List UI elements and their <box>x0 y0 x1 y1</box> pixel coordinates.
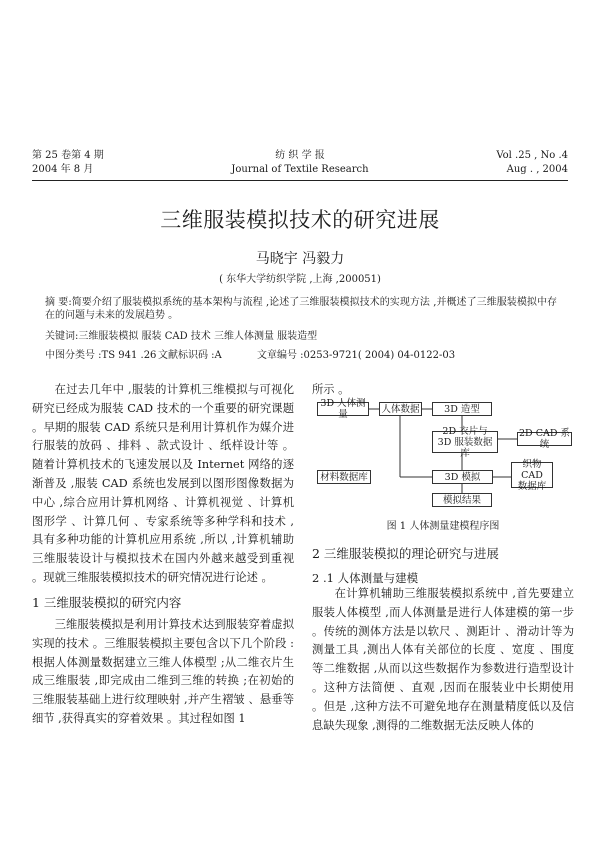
author-affiliation: ( 东华大学纺织学院 ,上海 ,200051) <box>219 274 381 285</box>
intro-paragraph: 在过去几年中 ,服装的计算机三维模拟与可视化研究已经成为服装 CAD 技术的一个重要的研究课题 。早期的服装 CAD 系统只是利用计算机作为媒介进行服装的放码 、排料 、款式设计 、纸样设计等 。随着计算机技术的飞速发展以及 Internet 网络的逐渐普及 ,服装 CAD 系统也发展到以图形图像数据为中心 ,综合应用计算机网络 、计算机视觉 、计算机图形学 、计算几何 、专家系统等多种学科和技术 ,具有多种功能的计算机应用系统 ,所以 ,计算机辅助三维服装设计与模拟技术在国内外越来越受到重视 。现就三维服装模拟技术的研究情况进行论述 。 <box>32 383 294 584</box>
box-2d-cad-system: 2D CAD 系统 <box>517 432 572 446</box>
section-1-heading: 1 三维服装模拟的研究内容 <box>32 595 182 610</box>
section-2-1-block <box>312 585 574 735</box>
section-1-paragraph: 三维服装模拟是利用计算技术达到服装穿着虚拟实现的技术 。三维服装模拟主要包含以下几个阶段 :根据人体测量数据建立三维人体模型 ;从二维衣片生成三维服装 ,即完成由二维到三维的转换 ;在初始的三维服装基础上进行纹理映射 ,并产生褶皱 、悬垂等细节 ,获得真实的穿着效果 。其过程如图 1 <box>32 618 294 725</box>
box-simulation-result: 模拟结果 <box>432 493 492 507</box>
figure-1-caption: 图 1 人体测量建模程序图 <box>386 521 500 532</box>
box-3d-body-scan: 3D 人体测量 <box>317 402 369 416</box>
abstract: 摘 要:简要介绍了服装模拟系统的基本架构与流程 ,论述了三维服装模拟技术的实现方法 ,并概述了三维服装模拟中存在的问题与未来的发展趋势 。 <box>45 297 557 321</box>
section-1-block <box>32 616 294 729</box>
keywords: 关键词:三维服装模拟 服装 CAD 技术 三维人体测量 服装造型 <box>45 331 318 342</box>
date-cn: 2004 年 8 月 <box>32 164 94 175</box>
box-body-data: 人体数据 <box>379 402 422 416</box>
journal-name-en: Journal of Textile Research <box>231 164 369 175</box>
box-2d-pattern-3d-garment-db: 2D 衣片与 3D 服装数据库 <box>432 431 498 453</box>
document-code: 文献标识码 :A <box>158 350 222 361</box>
box-material-database: 材料数据库 <box>317 470 371 484</box>
section-2-1-heading: 2 .1 人体测量与建模 <box>312 571 419 585</box>
box-fabric-cad-database: 织物 CAD 数据库 <box>511 462 553 488</box>
volume-issue-cn: 第 25 卷第 4 期 <box>32 150 104 161</box>
date-en: Aug . , 2004 <box>506 164 568 175</box>
section-2-heading: 2 三维服装模拟的理论研究与进展 <box>312 546 499 561</box>
journal-name-cn: 纺 织 学 报 <box>275 150 325 161</box>
intro-block <box>32 381 294 588</box>
section-2-1-paragraph: 在计算机辅助三维服装模拟系统中 ,首先要建立服装人体模型 ,而人体测量是进行人体建模的第一步 。传统的测体方法是以软尺 、测距计 、滑动计等为测量工具 ,测出人体有关部位的长度 、宽度 、围度等二维数据 ,从而以这些数据作为参数进行造型设计 。这种方法简便 、直观 ,因而在服装业中长期使用 。但是 ,这种方法不可避免地存在测量精度低以及信息缺失现象 ,测得的二维数据无法反映人体的 <box>312 587 574 732</box>
box-3d-simulation: 3D 模拟 <box>432 470 493 484</box>
volume-issue-en: Vol .25 , No .4 <box>496 150 568 161</box>
paper-authors: 马晓宇 冯毅力 <box>255 251 345 267</box>
article-number: 文章编号 :0253-9721( 2004) 04-0122-03 <box>257 350 456 361</box>
figure-reference-continuation: 所示 。 <box>312 383 350 396</box>
paper-title: 三维服装模拟技术的研究进展 <box>160 208 440 232</box>
figure-1-flowchart <box>312 398 574 516</box>
classification-number: 中图分类号 :TS 941 .26 <box>45 350 157 361</box>
box-3d-modeling: 3D 造型 <box>432 402 492 416</box>
header-rule <box>32 180 568 181</box>
